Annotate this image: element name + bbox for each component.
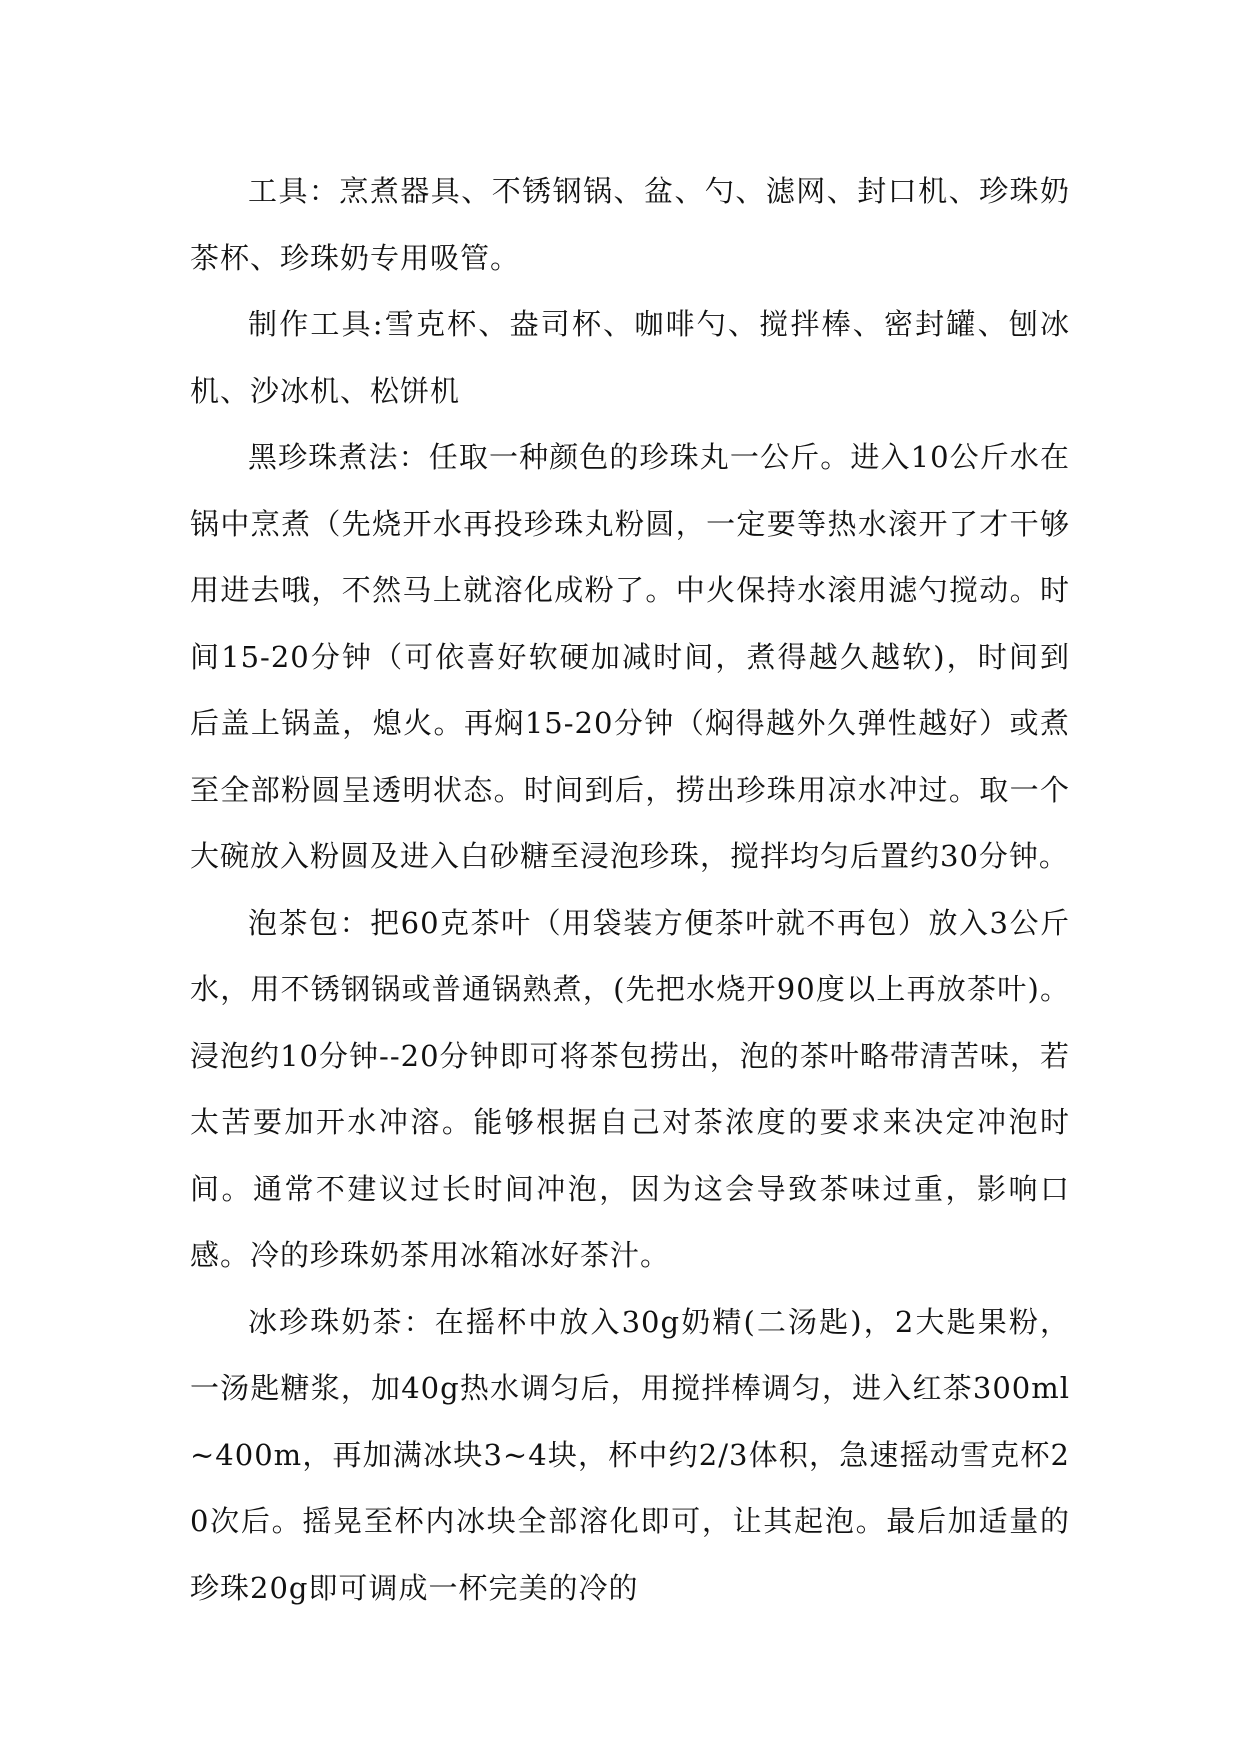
document-body — [190, 158, 1070, 1621]
paragraph-iced-pearl-milk-tea: 冰珍珠奶茶：在摇杯中放入30g奶精(二汤匙)，2大匙果粉，一汤匙糖浆，加40g热水调匀后，用搅拌棒调匀，进入红茶300ml~400m，再加满冰块3~4块，杯中约2/3体积，急速摇动雪克杯20次后。摇晃至杯内冰块全部溶化即可，让其起泡。最后加适量的珍珠20g即可调成一杯完美的冷的 — [190, 1304, 1070, 1605]
paragraph-tea-bag: 泡茶包：把60克茶叶（用袋装方便茶叶就不再包）放入3公斤水，用不锈钢锅或普通锅熟煮，(先把水烧开90度以上再放茶叶)。浸泡约10分钟--20分钟即可将茶包捞出，泡的茶叶略带清苦味，若太苦要加开水冲溶。能够根据自己对茶浓度的要求来决定冲泡时间。通常不建议过长时间冲泡，因为这会导致茶味过重，影响口感。冷的珍珠奶茶用冰箱冰好茶汁。 — [190, 905, 1070, 1272]
paragraph-making-tools: 制作工具:雪克杯、盎司杯、咖啡勺、搅拌棒、密封罐、刨冰机、沙冰机、松饼机 — [190, 307, 1070, 408]
paragraph-black-pearl-method: 黑珍珠煮法：任取一种颜色的珍珠丸一公斤。进入10公斤水在锅中烹煮（先烧开水再投珍珠丸粉圆，一定要等热水滚开了才干够用进去哦，不然马上就溶化成粉了。中火保持水滚用滤勺搅动。时间15-20分钟（可依喜好软硬加减时间，煮得越久越软)，时间到后盖上锅盖，熄火。再焖15-20分钟（焖得越外久弹性越好）或煮至全部粉圆呈透明状态。时间到后，捞出珍珠用凉水冲过。取一个大碗放入粉圆及进入白砂糖至浸泡珍珠，搅拌均匀后置约30分钟。 — [190, 440, 1070, 873]
paragraph-tools: 工具：烹煮器具、不锈钢锅、盆、勺、滤网、封口机、珍珠奶茶杯、珍珠奶专用吸管。 — [190, 174, 1070, 275]
